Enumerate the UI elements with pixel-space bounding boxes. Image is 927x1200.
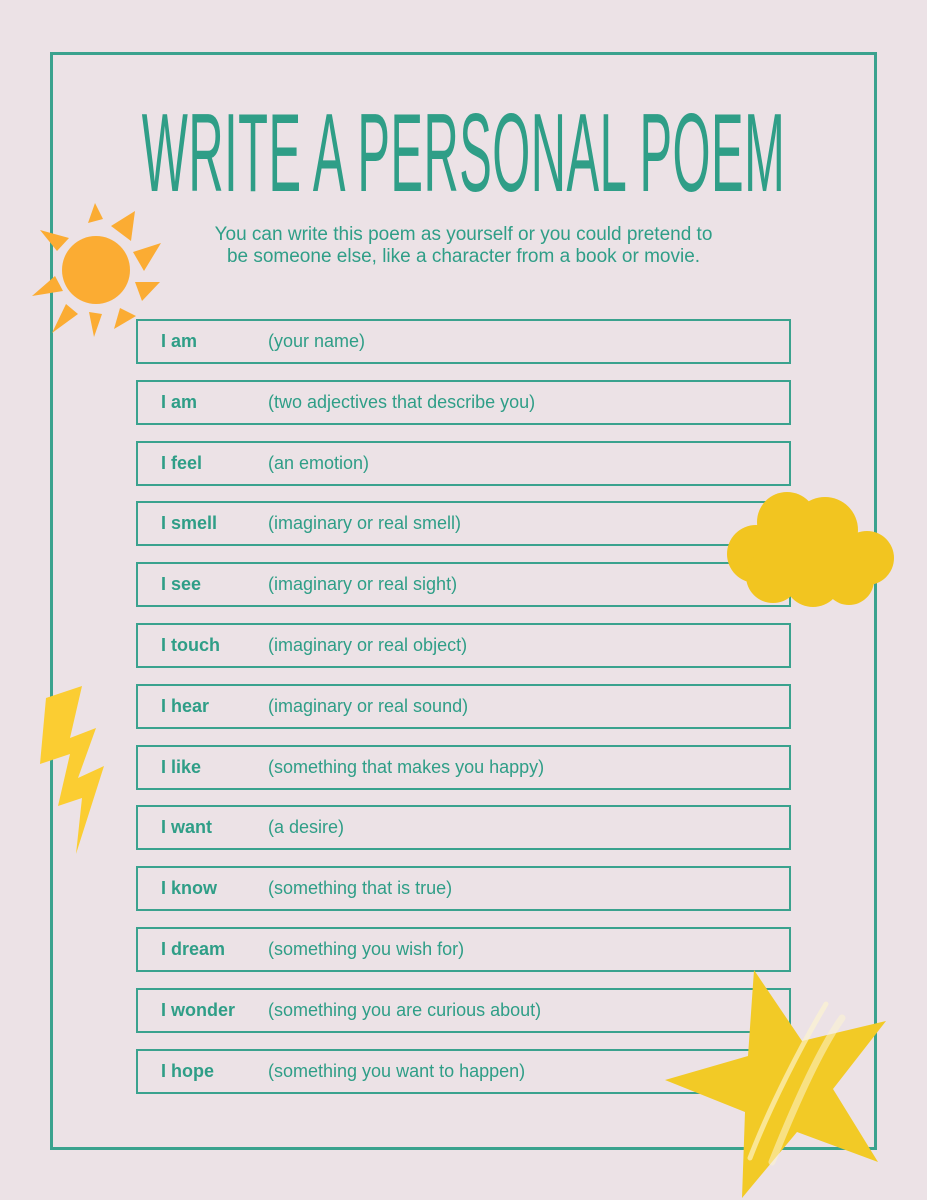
sun-icon <box>32 203 168 341</box>
prompt-hint: (something you want to happen) <box>268 1060 526 1081</box>
prompt-hint: (an emotion) <box>268 452 370 473</box>
prompt-hint: (a desire) <box>268 817 345 838</box>
prompt-label: I hope <box>161 1060 214 1081</box>
prompt-label: I touch <box>161 634 220 655</box>
worksheet-header <box>50 89 877 268</box>
lightning-icon <box>26 686 104 858</box>
prompt-hint: (imaginary or real object) <box>268 634 468 655</box>
prompt-hint: (your name) <box>268 331 366 351</box>
prompt-label: I want <box>161 817 213 838</box>
prompt-row[interactable] <box>136 562 791 607</box>
prompt-label: I feel <box>161 452 203 473</box>
prompt-row[interactable] <box>136 380 791 425</box>
prompt-row[interactable] <box>136 501 791 546</box>
prompt-hint: (something you wish for) <box>268 938 465 959</box>
prompt-hint: (something that makes you happy) <box>268 756 545 777</box>
prompt-hint: (imaginary or real smell) <box>268 513 462 534</box>
prompt-label: I see <box>161 574 202 595</box>
prompt-row[interactable] <box>136 623 791 668</box>
prompt-hint: (something you are curious about) <box>268 999 542 1020</box>
prompt-label: I dream <box>161 938 226 959</box>
prompt-label: I am <box>161 331 198 351</box>
prompt-hint: (two adjectives that describe you) <box>268 391 536 412</box>
prompt-label: I hear <box>161 695 210 716</box>
subtitle-line-1: You can write this poem as yourself or you could pretend to <box>214 224 713 245</box>
prompt-hint: (imaginary or real sight) <box>268 574 458 595</box>
page-title: WRITE A PERSONAL POEM <box>141 89 786 215</box>
prompt-row[interactable] <box>136 866 791 911</box>
prompt-row[interactable] <box>136 441 791 486</box>
prompt-hint: (imaginary or real sound) <box>268 695 469 716</box>
cloud-icon <box>721 486 896 608</box>
prompt-row[interactable] <box>136 745 791 790</box>
prompt-label: I know <box>161 878 218 899</box>
star-icon <box>650 946 920 1198</box>
subtitle <box>50 224 877 268</box>
prompt-label: I wonder <box>161 999 236 1020</box>
prompt-row[interactable] <box>136 805 791 850</box>
subtitle-line-2: be someone else, like a character from a book or movie. <box>226 246 701 267</box>
prompt-hint: (something that is true) <box>268 878 453 899</box>
prompt-label: I like <box>161 756 202 777</box>
prompt-row[interactable] <box>136 319 791 364</box>
prompt-row[interactable] <box>136 684 791 729</box>
prompt-label: I smell <box>161 513 218 534</box>
prompt-label: I am <box>161 391 198 412</box>
